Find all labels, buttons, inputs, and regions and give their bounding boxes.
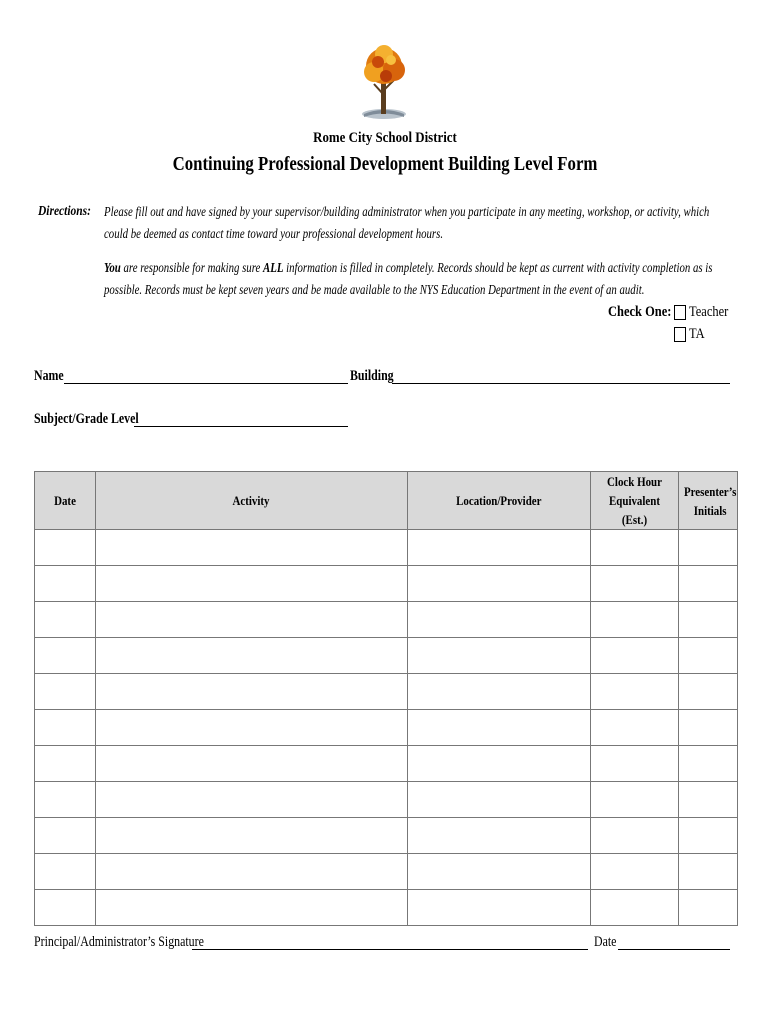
date-cell[interactable]: [35, 854, 96, 890]
building-label: Building: [350, 368, 394, 384]
activity-log-table: [34, 471, 738, 926]
table-header-row: [35, 472, 738, 530]
header-activity: Activity: [96, 472, 408, 530]
directions-paragraph-2: [104, 257, 728, 301]
location-cell[interactable]: [408, 566, 591, 602]
clock-hour-cell[interactable]: [591, 566, 679, 602]
date-cell[interactable]: [35, 782, 96, 818]
signature-date-label: Date: [594, 934, 617, 950]
activity-cell[interactable]: [96, 818, 408, 854]
initials-cell[interactable]: [679, 818, 738, 854]
table-row: [35, 746, 738, 782]
table-row: [35, 710, 738, 746]
location-cell[interactable]: [408, 746, 591, 782]
activity-cell[interactable]: [96, 602, 408, 638]
activity-cell[interactable]: [96, 746, 408, 782]
initials-cell[interactable]: [679, 566, 738, 602]
emphasis-you: You: [104, 260, 121, 275]
clock-hour-cell[interactable]: [591, 746, 679, 782]
clock-hour-cell[interactable]: [591, 674, 679, 710]
activity-cell[interactable]: [96, 566, 408, 602]
location-cell[interactable]: [408, 854, 591, 890]
initials-cell[interactable]: [679, 854, 738, 890]
clock-hour-cell[interactable]: [591, 530, 679, 566]
check-one-label: Check One:: [608, 304, 672, 320]
clock-hour-cell[interactable]: [591, 602, 679, 638]
clock-hour-cell[interactable]: [591, 782, 679, 818]
name-field[interactable]: [64, 383, 348, 384]
activity-cell[interactable]: [96, 782, 408, 818]
date-cell[interactable]: [35, 566, 96, 602]
signature-field[interactable]: [192, 949, 588, 950]
table-row: [35, 602, 738, 638]
location-cell[interactable]: [408, 782, 591, 818]
location-cell[interactable]: [408, 530, 591, 566]
signature-label: Principal/Administrator’s Signature: [34, 934, 204, 950]
header-presenter-initials: Presenter’s Initials: [679, 472, 738, 530]
table-row: [35, 854, 738, 890]
initials-cell[interactable]: [679, 746, 738, 782]
table-row: [35, 566, 738, 602]
table-row: [35, 638, 738, 674]
location-cell[interactable]: [408, 818, 591, 854]
date-cell[interactable]: [35, 818, 96, 854]
initials-cell[interactable]: [679, 602, 738, 638]
activity-cell[interactable]: [96, 854, 408, 890]
subject-grade-field[interactable]: [134, 426, 348, 427]
teacher-checkbox[interactable]: [674, 305, 686, 320]
location-cell[interactable]: [408, 638, 591, 674]
initials-cell[interactable]: [679, 782, 738, 818]
date-cell[interactable]: [35, 530, 96, 566]
activity-cell[interactable]: [96, 710, 408, 746]
location-cell[interactable]: [408, 674, 591, 710]
building-field[interactable]: [392, 383, 730, 384]
ta-checkbox[interactable]: [674, 327, 686, 342]
header-location-provider: Location/Provider: [408, 472, 591, 530]
form-title: Continuing Professional Development Building Level Form: [172, 153, 598, 175]
clock-hour-cell[interactable]: [591, 710, 679, 746]
initials-cell[interactable]: [679, 638, 738, 674]
activity-cell[interactable]: [96, 674, 408, 710]
location-cell[interactable]: [408, 890, 591, 926]
paragraph-2-text-b: information is filled in completely. Records should be kept as current with activity completion as is possible. Records must be kept seven years and be made available to the NYS Education Department in the event of an audit.: [104, 260, 713, 297]
clock-hour-cell[interactable]: [591, 818, 679, 854]
location-cell[interactable]: [408, 602, 591, 638]
paragraph-2-text-a: are responsible for making sure: [120, 260, 264, 275]
table-row: [35, 674, 738, 710]
directions-paragraph-1: Please fill out and have signed by your supervisor/building administrator when you participate in any meeting, workshop, or activity, which could be deemed as contact time toward your professional development hours.: [104, 204, 710, 241]
emphasis-all: ALL: [263, 260, 284, 275]
initials-cell[interactable]: [679, 530, 738, 566]
district-name: Rome City School District: [313, 130, 457, 146]
signature-date-field[interactable]: [618, 949, 730, 950]
header-date: Date: [35, 472, 96, 530]
teacher-option-label: Teacher: [689, 304, 729, 320]
location-cell[interactable]: [408, 710, 591, 746]
district-tree-logo: [356, 44, 412, 122]
date-cell[interactable]: [35, 638, 96, 674]
initials-cell[interactable]: [679, 710, 738, 746]
clock-hour-cell[interactable]: [591, 638, 679, 674]
directions-label: Directions:: [38, 203, 91, 218]
date-cell[interactable]: [35, 674, 96, 710]
date-cell[interactable]: [35, 890, 96, 926]
table-row: [35, 818, 738, 854]
table-row: [35, 782, 738, 818]
table-row: [35, 530, 738, 566]
activity-cell[interactable]: [96, 530, 408, 566]
date-cell[interactable]: [35, 746, 96, 782]
header-clock-hour: Clock Hour Equivalent (Est.): [591, 472, 679, 530]
table-row: [35, 890, 738, 926]
initials-cell[interactable]: [679, 890, 738, 926]
activity-cell[interactable]: [96, 638, 408, 674]
activity-cell[interactable]: [96, 890, 408, 926]
date-cell[interactable]: [35, 602, 96, 638]
subject-grade-label: Subject/Grade Level: [34, 411, 139, 427]
initials-cell[interactable]: [679, 674, 738, 710]
clock-hour-cell[interactable]: [591, 854, 679, 890]
date-cell[interactable]: [35, 710, 96, 746]
clock-hour-cell[interactable]: [591, 890, 679, 926]
ta-option-label: TA: [689, 326, 705, 342]
name-label: Name: [34, 368, 64, 384]
